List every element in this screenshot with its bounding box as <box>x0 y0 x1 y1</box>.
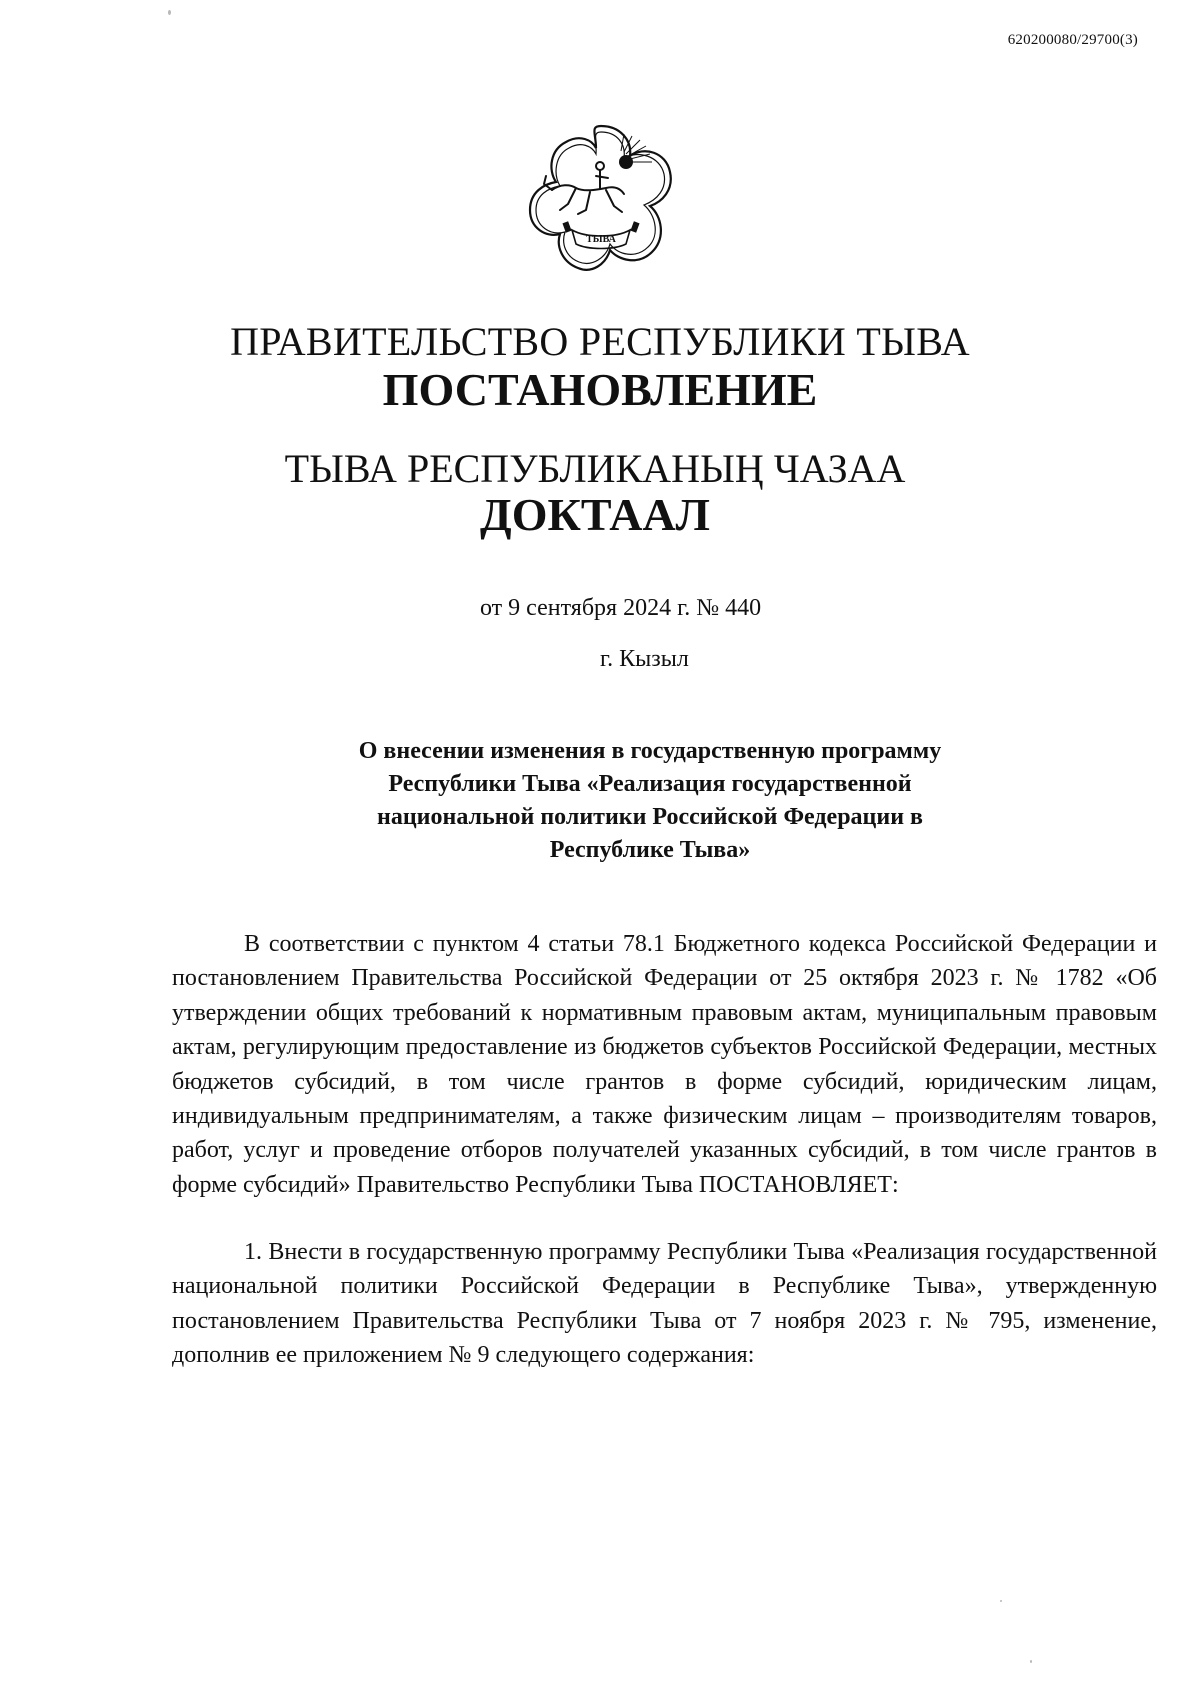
government-title-tyv: ТЫВА РЕСПУБЛИКАНЫҢ ЧАЗАА <box>284 446 906 491</box>
scan-speck <box>1030 1660 1032 1663</box>
tuva-emblem-icon <box>520 118 682 280</box>
emblem-inscription: ТЫВА <box>586 234 616 245</box>
item-1-paragraph: 1. Внести в государственную программу Республики Тыва «Реализация государственной национальной политики Российской Федерации в Республике Тыва», утвержденную постановлением Правительства Республики Тыва от 7 ноября 2023 г. № 795, изменение, дополнив ее приложением № 9 следующего содержания: <box>172 1239 1157 1369</box>
decree-subject: О внесении изменения в государственную программу Республики Тыва «Реализация государственной национальной политики Российской Федерации в Республике Тыва» <box>358 738 942 863</box>
document-number: 620200080/29700(3) <box>1007 32 1138 48</box>
decree-label-tyv: ДОКТААЛ <box>480 489 710 540</box>
government-title-ru: ПРАВИТЕЛЬСТВО РЕСПУБЛИКИ ТЫВА <box>230 319 970 364</box>
scan-speck <box>168 10 171 15</box>
decree-date-number: от 9 сентября 2024 г. № 440 <box>480 595 762 621</box>
decree-label-ru: ПОСТАНОВЛЕНИЕ <box>382 364 818 415</box>
decree-city: г. Кызыл <box>600 646 689 672</box>
preamble-paragraph: В соответствии с пунктом 4 статьи 78.1 Бюджетного кодекса Российской Федерации и постановлением Правительства Российской Федерации от 25 октября 2023 г. № 1782 «Об утверждении общих требований к нормативным правовым актам, муниципальным правовым актам, регулирующим предоставление из бюджетов субъектов Российской Федерации, местных бюджетов субсидий, в том числе грантов в форме субсидий, юридическим лицам, индивидуальным предпринимателям, а также физическим лицам – производителям товаров, работ, услуг и проведение отборов получателей указанных субсидий, в том числе грантов в форме субсидий» Правительство Республики Тыва ПОСТАНОВЛЯЕТ: <box>172 931 1157 1198</box>
scan-speck <box>1000 1600 1002 1602</box>
